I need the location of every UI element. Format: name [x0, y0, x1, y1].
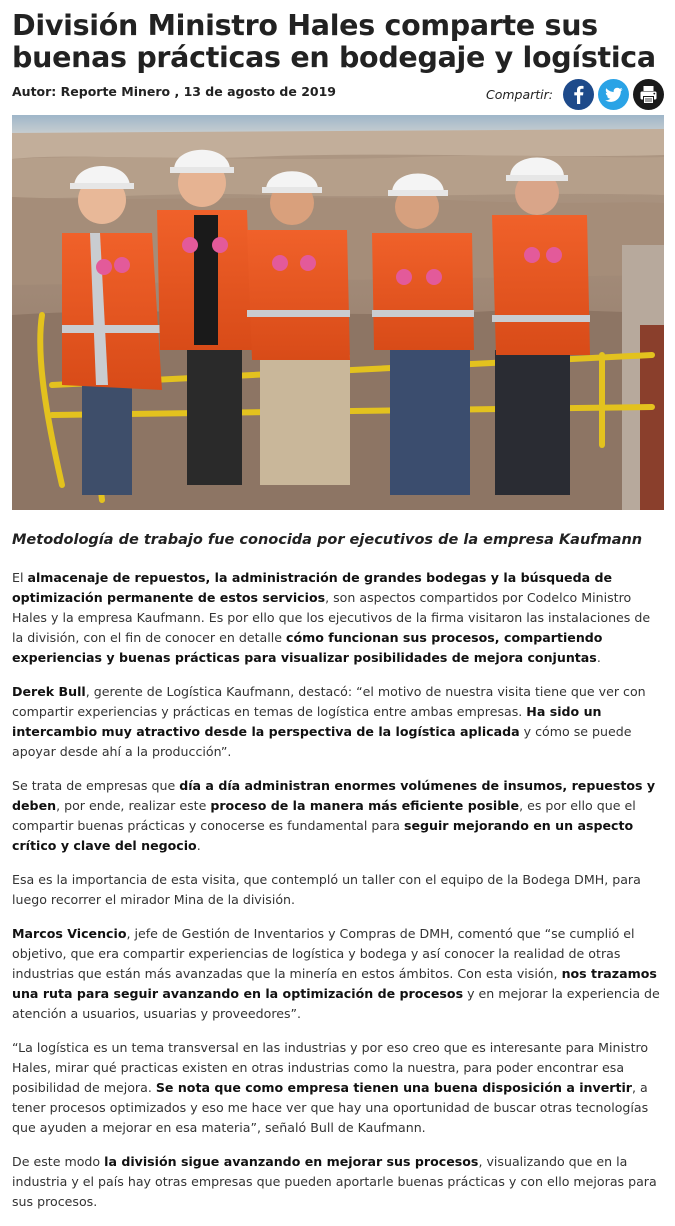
emphasis-text: almacenaje de repuestos, la administración de grandes bodegas y la búsqueda de optimización permanente de estos servicios	[12, 570, 613, 605]
paragraph-text: , por ende, realizar este	[56, 798, 211, 813]
paragraph-text: , jefe de Gestión de Inventarios y Compras de DMH, comentó que “se cumplió el objetivo, que era compartir experiencias de logística y bodega y así conocer la realidad de otras industrias que están más avanzadas que la minería en estos ámbitos. Con esta visión,	[12, 926, 635, 981]
article-paragraph	[12, 924, 664, 1024]
emphasis-text: Marcos Vicencio	[12, 926, 127, 941]
article-meta	[12, 78, 664, 110]
article-byline: Autor: Reporte Minero , 13 de agosto de 2019	[12, 84, 336, 99]
paragraph-text: Se trata de empresas que	[12, 778, 180, 793]
article-subtitle: Metodología de trabajo fue conocida por ejecutivos de la empresa Kaufmann	[12, 532, 643, 548]
paragraph-text: Esa es la importancia de esta visita, que contempló un taller con el equipo de la Bodega DMH, para luego recorrer el mirador Mina de la división.	[12, 872, 641, 907]
article-paragraph	[12, 1152, 664, 1212]
article-paragraph	[12, 776, 664, 856]
paragraph-text: , gerente de Logística Kaufmann, destacó: “el motivo de nuestra visita tiene que ver con compartir experiencias y prácticas en temas de logística entre ambas empresas.	[12, 684, 646, 719]
paragraph-text: De este modo	[12, 1154, 105, 1169]
share-bar	[486, 78, 664, 110]
article-paragraph	[12, 682, 664, 762]
paragraph-text: y en mejorar la experiencia de atención a usuarios, usuarias y proveedores”.	[12, 986, 660, 1021]
paragraph-text: “La logística es un tema transversal en las industrias y por eso creo que es interesante para Ministro Hales, mirar qué practicas existen en otras industrias como la nuestra, para poder encontrar esa posibilidad de mejora.	[12, 1040, 649, 1095]
print-icon	[633, 79, 664, 110]
paragraph-text: , visualizando que en la industria y el país hay otras empresas que pueden aportarle buenas prácticas y con ello mejoras para sus procesos.	[12, 1154, 657, 1209]
article-paragraph	[12, 1038, 664, 1138]
emphasis-text: la división sigue avanzando en mejorar sus procesos	[104, 1154, 479, 1169]
emphasis-text: nos trazamos una ruta para seguir avanzando en la optimización de procesos	[12, 966, 657, 1001]
article-title: División Ministro Hales comparte sus buenas prácticas en bodegaje y logística	[12, 9, 656, 74]
emphasis-text: Ha sido un intercambio muy atractivo desde la perspectiva de la logística aplicada	[12, 704, 602, 739]
hero-photo	[12, 115, 664, 510]
emphasis-text: cómo funcionan sus procesos, compartiendo experiencias y buenas prácticas para visualizar posibilidades de mejora conjuntas	[12, 630, 603, 665]
article-paragraph	[12, 870, 664, 910]
article-body	[12, 568, 664, 1226]
emphasis-text: seguir mejorando en un aspecto crítico y clave del negocio	[12, 818, 634, 853]
emphasis-text: día a día administran enormes volúmenes de insumos, repuestos y deben	[12, 778, 656, 813]
emphasis-text: proceso de la manera más eficiente posible	[210, 798, 520, 813]
paragraph-text: , son aspectos compartidos por Codelco Ministro Hales y la empresa Kaufmann. Es por ello que los ejecutivos de la firma visitaron las instalaciones de la división, con el fin de conocer en detalle	[12, 590, 651, 645]
share-label: Compartir:	[485, 86, 553, 102]
facebook-icon	[563, 79, 594, 110]
emphasis-text: Derek Bull	[12, 684, 86, 699]
paragraph-text: , a tener procesos optimizados y eso me hace ver que hay una oportunidad de buscar otras tecnologías que ayuden a mejorar en esa materia”, señaló Bull de Kaufmann.	[12, 1080, 649, 1135]
emphasis-text: Se nota que como empresa tienen una buena disposición a invertir	[155, 1080, 633, 1095]
paragraph-text: y cómo se puede apoyar desde ahí a la producción”.	[12, 724, 632, 759]
share-twitter-button[interactable]	[598, 79, 629, 110]
share-facebook-button[interactable]	[563, 79, 594, 110]
paragraph-text: .	[596, 650, 601, 665]
print-button[interactable]	[633, 79, 664, 110]
paragraph-text: El	[12, 570, 28, 585]
twitter-icon	[598, 79, 629, 110]
paragraph-text: , es por ello que el compartir buenas prácticas y conocerse es fundamental para	[12, 798, 636, 833]
article-paragraph	[12, 568, 664, 668]
paragraph-text: .	[196, 838, 201, 853]
